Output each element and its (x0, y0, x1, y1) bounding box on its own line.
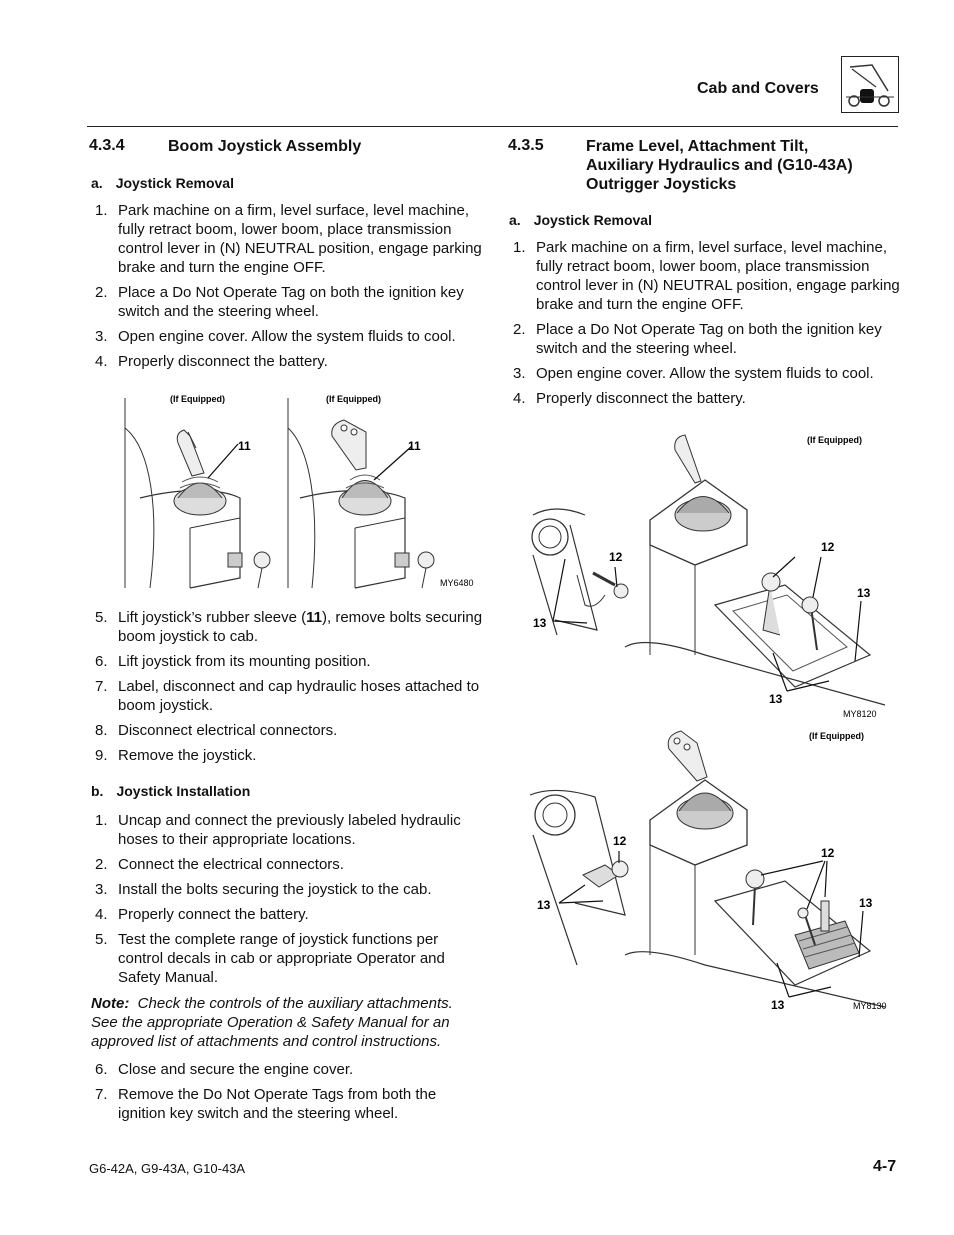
header-rule (87, 126, 898, 127)
step-number: 6. (95, 653, 108, 670)
step-number: 7. (95, 1086, 108, 1103)
step-text: Connect the electrical connectors. (118, 856, 344, 873)
step-text: Place a Do Not Operate Tag on both the ignition key switch and the steering wheel. (536, 321, 882, 357)
section-title: Boom Joystick Assembly (168, 138, 362, 155)
step-text: Properly connect the battery. (118, 906, 309, 923)
list-item (505, 364, 905, 383)
machine-section-icon (841, 56, 899, 113)
list-item (87, 677, 487, 715)
step-text: ), remove bolts securing boom joystick to cab. (118, 609, 483, 645)
step-text: Disconnect electrical connectors. (118, 722, 338, 739)
subsection-letter: a. (91, 175, 103, 191)
step-number: 3. (513, 365, 526, 382)
step-number: 3. (95, 881, 108, 898)
list-item (87, 201, 487, 277)
step-text: Place a Do Not Operate Tag on both the ignition key switch and the steering wheel. (118, 284, 464, 320)
callout-label: 12 (609, 550, 623, 564)
footer-models: G6-42A, G9-43A, G10-43A (89, 1161, 246, 1176)
step-number: 4. (95, 353, 108, 370)
step-text: Lift joystick’s rubber sleeve ( (118, 609, 307, 626)
callout-label: 13 (859, 896, 873, 910)
note-block (91, 994, 483, 1051)
callout-label: 11 (408, 439, 421, 453)
list-item (87, 746, 487, 765)
step-number: 4. (95, 906, 108, 923)
subsection-title: Joystick Removal (115, 175, 234, 191)
step-number: 2. (95, 284, 108, 301)
step-text: Remove the Do Not Operate Tags from both the ignition key switch and the steering wheel. (118, 1086, 437, 1122)
header-title: Cab and Covers (697, 80, 819, 97)
installation-steps-continued (87, 1060, 487, 1129)
list-item (87, 930, 487, 987)
callout-label: 13 (537, 898, 551, 912)
subsection-heading (91, 175, 234, 191)
list-item (87, 608, 487, 646)
step-number: 6. (95, 1061, 108, 1078)
subsection-title: Joystick Installation (116, 783, 251, 799)
outrigger-joystick-illustration (525, 725, 895, 1015)
list-item (87, 327, 487, 346)
step-number: 5. (95, 609, 108, 626)
note-text: Check the controls of the auxiliary attachments. See the appropriate Operation & Safety Manual for an approved list of attachments and control instructions. (91, 995, 453, 1050)
installation-steps (87, 811, 487, 993)
step-number: 5. (95, 931, 108, 948)
list-item (87, 811, 487, 849)
subsection-heading (91, 783, 250, 799)
step-number: 2. (513, 321, 526, 338)
step-number: 3. (95, 328, 108, 345)
removal-steps-continued (87, 608, 487, 771)
step-number: 1. (95, 202, 108, 219)
step-text: Label, disconnect and cap hydraulic hoses attached to boom joystick. (118, 678, 480, 714)
removal-steps (505, 238, 905, 414)
list-item (87, 1085, 487, 1123)
frame-level-joystick-illustration (525, 425, 895, 723)
list-item (505, 238, 905, 314)
list-item (87, 855, 487, 874)
list-item (87, 905, 487, 924)
list-item (87, 652, 487, 671)
callout-label: 12 (821, 540, 835, 554)
subsection-heading (509, 212, 652, 228)
list-item (87, 283, 487, 321)
list-item (505, 320, 905, 358)
page-number: 4-7 (873, 1158, 897, 1175)
step-text: Install the bolts securing the joystick to the cab. (118, 881, 432, 898)
boom-joystick-illustration (120, 388, 480, 593)
section-number: 4.3.4 (89, 137, 125, 154)
step-text: Park machine on a firm, level surface, level machine, fully retract boom, lower boom, place transmission control lever in (N) NEUTRAL position, engage parking brake and turn the engine OFF. (536, 239, 900, 313)
step-text: Close and secure the engine cover. (118, 1061, 354, 1078)
step-text: Lift joystick from its mounting position. (118, 653, 371, 670)
figure-caption: (If Equipped) (809, 731, 864, 741)
step-number: 8. (95, 722, 108, 739)
figure-caption: (If Equipped) (326, 394, 381, 404)
figure-caption: (If Equipped) (170, 394, 225, 404)
callout-label: 13 (769, 692, 783, 706)
step-number: 2. (95, 856, 108, 873)
list-item (87, 1060, 487, 1079)
step-text: Uncap and connect the previously labeled hydraulic hoses to their appropriate locations. (118, 812, 461, 848)
step-number: 1. (95, 812, 108, 829)
step-text: Park machine on a firm, level surface, level machine, fully retract boom, lower boom, place transmission control lever in (N) NEUTRAL position, engage parking brake and turn the engine OFF. (118, 202, 482, 276)
step-text: Open engine cover. Allow the system fluids to cool. (536, 365, 874, 382)
section-number: 4.3.5 (508, 137, 544, 154)
callout-label: 13 (533, 616, 547, 630)
subsection-title: Joystick Removal (533, 212, 652, 228)
step-text: Test the complete range of joystick functions per control decals in cab or appropriate Operator and Safety Manual. (118, 931, 445, 986)
figure-id: MY8120 (843, 709, 877, 719)
subsection-letter: a. (509, 212, 521, 228)
step-text: Properly disconnect the battery. (536, 390, 746, 407)
section-title-line: Outrigger Joysticks (586, 176, 737, 193)
callout-label: 12 (613, 834, 627, 848)
note-label: Note: (91, 995, 130, 1012)
section-title (586, 137, 906, 194)
step-number: 7. (95, 678, 108, 695)
figure-caption: (If Equipped) (807, 435, 862, 445)
list-item (87, 352, 487, 371)
step-number: 4. (513, 390, 526, 407)
step-number: 9. (95, 747, 108, 764)
callout-label: 13 (771, 998, 785, 1012)
section-title-line: Frame Level, Attachment Tilt, (586, 138, 809, 155)
removal-steps (87, 201, 487, 377)
list-item (87, 880, 487, 899)
section-title-line: Auxiliary Hydraulics and (G10-43A) (586, 157, 853, 174)
subsection-letter: b. (91, 783, 104, 799)
list-item (87, 721, 487, 740)
callout-label: 11 (238, 439, 251, 453)
list-item (505, 389, 905, 408)
step-text: Open engine cover. Allow the system fluids to cool. (118, 328, 456, 345)
callout-label: 13 (857, 586, 871, 600)
figure-id: MY8130 (853, 1001, 887, 1011)
step-text: Remove the joystick. (118, 747, 257, 764)
step-number: 1. (513, 239, 526, 256)
callout-label: 12 (821, 846, 835, 860)
figure-id: MY6480 (440, 578, 474, 588)
step-text-bold: 11 (306, 609, 322, 626)
step-text: Properly disconnect the battery. (118, 353, 328, 370)
